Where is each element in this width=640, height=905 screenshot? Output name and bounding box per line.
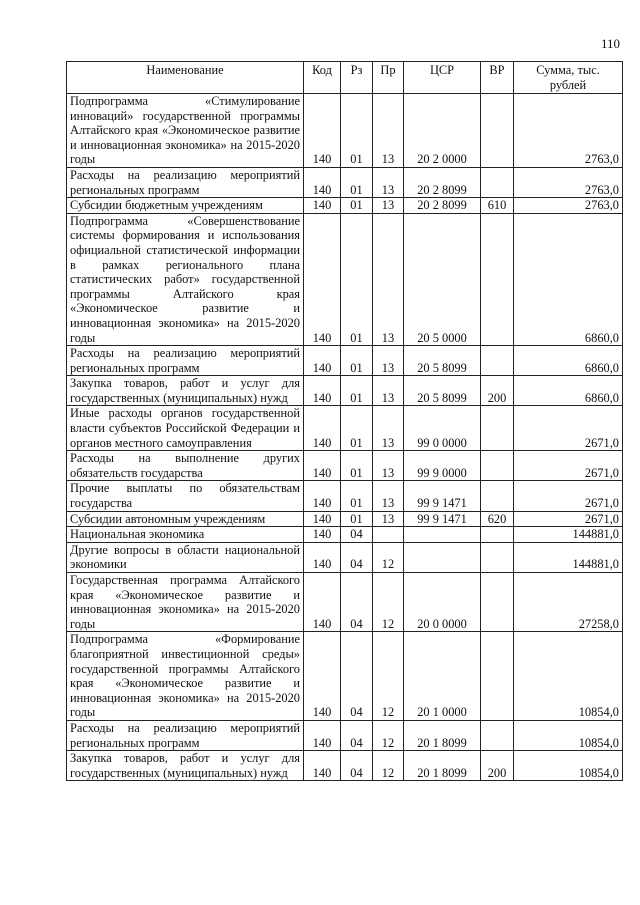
cell-kod: 140 xyxy=(304,511,341,527)
cell-name: Подпрограмма «Совершенствование системы формирования и использования официальной статистической информации в рамках регионального плана статистических работ» государственной программы Алтайского края «Экономическое развитие и инновационная экономика» на 2015-2020 годы xyxy=(67,213,304,345)
cell-pr xyxy=(373,527,404,543)
cell-rz: 01 xyxy=(341,94,373,168)
cell-vr xyxy=(481,527,514,543)
cell-name: Закупка товаров, работ и услуг для государственных (муниципальных) нужд xyxy=(67,751,304,781)
table-row xyxy=(67,542,623,572)
cell-kod: 140 xyxy=(304,451,341,481)
cell-vr: 620 xyxy=(481,511,514,527)
cell-rz: 04 xyxy=(341,632,373,721)
cell-kod: 140 xyxy=(304,376,341,406)
cell-name: Расходы на реализацию мероприятий региональных программ xyxy=(67,346,304,376)
table-row xyxy=(67,94,623,168)
cell-vr xyxy=(481,406,514,451)
table-row xyxy=(67,632,623,721)
column-header-csr: ЦСР xyxy=(404,62,481,94)
cell-rz: 04 xyxy=(341,751,373,781)
budget-table xyxy=(66,61,623,781)
cell-vr xyxy=(481,451,514,481)
cell-sum: 10854,0 xyxy=(514,632,623,721)
cell-sum: 2763,0 xyxy=(514,167,623,197)
table-row xyxy=(67,167,623,197)
cell-kod: 140 xyxy=(304,751,341,781)
cell-kod: 140 xyxy=(304,542,341,572)
cell-rz: 01 xyxy=(341,198,373,214)
table-row xyxy=(67,213,623,345)
cell-pr: 12 xyxy=(373,573,404,632)
cell-kod: 140 xyxy=(304,167,341,197)
cell-rz: 04 xyxy=(341,542,373,572)
cell-pr: 13 xyxy=(373,481,404,511)
column-header-sum: Сумма, тыс. рублей xyxy=(514,62,623,94)
cell-rz: 04 xyxy=(341,720,373,750)
table-row xyxy=(67,346,623,376)
cell-sum: 2671,0 xyxy=(514,511,623,527)
cell-sum: 144881,0 xyxy=(514,527,623,543)
cell-csr: 20 0 0000 xyxy=(404,573,481,632)
cell-csr: 20 1 8099 xyxy=(404,751,481,781)
cell-pr: 13 xyxy=(373,213,404,345)
cell-csr: 99 9 0000 xyxy=(404,451,481,481)
cell-rz: 01 xyxy=(341,451,373,481)
cell-kod: 140 xyxy=(304,198,341,214)
cell-name: Субсидии автономным учреждениям xyxy=(67,511,304,527)
cell-vr: 200 xyxy=(481,376,514,406)
table-row xyxy=(67,451,623,481)
cell-pr: 12 xyxy=(373,720,404,750)
table-row xyxy=(67,481,623,511)
cell-kod: 140 xyxy=(304,406,341,451)
cell-csr: 20 2 8099 xyxy=(404,198,481,214)
cell-kod: 140 xyxy=(304,527,341,543)
cell-sum: 2763,0 xyxy=(514,94,623,168)
cell-name: Прочие выплаты по обязательствам государства xyxy=(67,481,304,511)
cell-vr xyxy=(481,346,514,376)
cell-vr xyxy=(481,720,514,750)
cell-vr xyxy=(481,213,514,345)
cell-kod: 140 xyxy=(304,481,341,511)
cell-sum: 2671,0 xyxy=(514,406,623,451)
cell-name: Закупка товаров, работ и услуг для государственных (муниципальных) нужд xyxy=(67,376,304,406)
cell-name: Подпрограмма «Стимулирование инноваций» государственной программы Алтайского края «Экономическое развитие и инновационная экономика» на 2015-2020 годы xyxy=(67,94,304,168)
cell-name: Субсидии бюджетным учреждениям xyxy=(67,198,304,214)
page-number: 110 xyxy=(600,36,620,51)
cell-name: Другие вопросы в области национальной экономики xyxy=(67,542,304,572)
cell-sum: 2671,0 xyxy=(514,481,623,511)
column-header-kod: Код xyxy=(304,62,341,94)
cell-sum: 6860,0 xyxy=(514,376,623,406)
cell-rz: 01 xyxy=(341,511,373,527)
column-header-rz: Рз xyxy=(341,62,373,94)
cell-name: Расходы на реализацию мероприятий региональных программ xyxy=(67,167,304,197)
cell-sum: 6860,0 xyxy=(514,346,623,376)
cell-kod: 140 xyxy=(304,632,341,721)
cell-vr xyxy=(481,94,514,168)
cell-kod: 140 xyxy=(304,573,341,632)
cell-sum: 2763,0 xyxy=(514,198,623,214)
cell-vr xyxy=(481,573,514,632)
cell-name: Национальная экономика xyxy=(67,527,304,543)
cell-csr: 20 2 8099 xyxy=(404,167,481,197)
cell-csr: 99 0 0000 xyxy=(404,406,481,451)
cell-pr: 13 xyxy=(373,451,404,481)
cell-sum: 10854,0 xyxy=(514,751,623,781)
cell-pr: 13 xyxy=(373,94,404,168)
table-row xyxy=(67,573,623,632)
table-row xyxy=(67,511,623,527)
cell-pr: 13 xyxy=(373,198,404,214)
cell-kod: 140 xyxy=(304,213,341,345)
cell-name: Иные расходы органов государственной власти субъектов Российской Федерации и органов местного самоуправления xyxy=(67,406,304,451)
cell-csr: 99 9 1471 xyxy=(404,511,481,527)
cell-rz: 01 xyxy=(341,406,373,451)
table-row xyxy=(67,720,623,750)
cell-sum: 144881,0 xyxy=(514,542,623,572)
cell-pr: 12 xyxy=(373,751,404,781)
cell-csr: 20 5 8099 xyxy=(404,346,481,376)
cell-vr xyxy=(481,167,514,197)
cell-pr: 13 xyxy=(373,346,404,376)
table-body xyxy=(67,94,623,781)
column-header-pr: Пр xyxy=(373,62,404,94)
table-row xyxy=(67,198,623,214)
cell-csr: 99 9 1471 xyxy=(404,481,481,511)
cell-vr xyxy=(481,481,514,511)
cell-sum: 10854,0 xyxy=(514,720,623,750)
cell-sum: 6860,0 xyxy=(514,213,623,345)
cell-pr: 12 xyxy=(373,542,404,572)
cell-rz: 01 xyxy=(341,376,373,406)
table-row xyxy=(67,376,623,406)
cell-rz: 01 xyxy=(341,346,373,376)
cell-csr xyxy=(404,527,481,543)
cell-csr: 20 2 0000 xyxy=(404,94,481,168)
cell-kod: 140 xyxy=(304,720,341,750)
cell-rz: 04 xyxy=(341,527,373,543)
cell-pr: 12 xyxy=(373,632,404,721)
cell-vr xyxy=(481,542,514,572)
cell-rz: 01 xyxy=(341,167,373,197)
cell-kod: 140 xyxy=(304,346,341,376)
table-row xyxy=(67,406,623,451)
cell-csr: 20 5 8099 xyxy=(404,376,481,406)
table-row xyxy=(67,527,623,543)
cell-vr: 610 xyxy=(481,198,514,214)
cell-sum: 27258,0 xyxy=(514,573,623,632)
cell-csr: 20 1 8099 xyxy=(404,720,481,750)
cell-rz: 04 xyxy=(341,573,373,632)
cell-name: Расходы на реализацию мероприятий региональных программ xyxy=(67,720,304,750)
cell-pr: 13 xyxy=(373,406,404,451)
cell-rz: 01 xyxy=(341,481,373,511)
cell-pr: 13 xyxy=(373,511,404,527)
table-header-row xyxy=(67,62,623,94)
cell-rz: 01 xyxy=(341,213,373,345)
cell-pr: 13 xyxy=(373,376,404,406)
cell-vr xyxy=(481,632,514,721)
cell-csr: 20 5 0000 xyxy=(404,213,481,345)
column-header-name: Наименование xyxy=(67,62,304,94)
cell-pr: 13 xyxy=(373,167,404,197)
cell-vr: 200 xyxy=(481,751,514,781)
cell-name: Расходы на выполнение других обязательств государства xyxy=(67,451,304,481)
column-header-vr: ВР xyxy=(481,62,514,94)
cell-csr xyxy=(404,542,481,572)
cell-sum: 2671,0 xyxy=(514,451,623,481)
cell-csr: 20 1 0000 xyxy=(404,632,481,721)
cell-name: Государственная программа Алтайского края «Экономическое развитие и инновационная экономика» на 2015-2020 годы xyxy=(67,573,304,632)
table-row xyxy=(67,751,623,781)
cell-name: Подпрограмма «Формирование благоприятной инвестиционной среды» государственной программы Алтайского края «Экономическое развитие и инновационная экономика» на 2015-2020 годы xyxy=(67,632,304,721)
cell-kod: 140 xyxy=(304,94,341,168)
